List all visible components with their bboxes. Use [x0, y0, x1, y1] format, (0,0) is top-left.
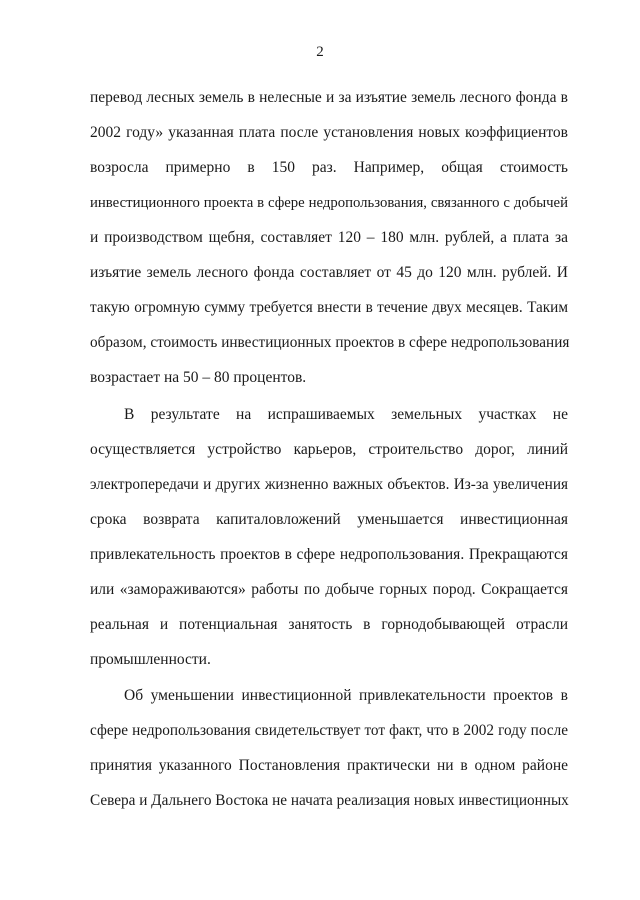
paragraph-2-line-6: или «замораживаются» работы по добыче горных пород. Сокращается [90, 581, 568, 598]
paragraph-1-line-3: возросла примерно в 150 раз. Например, общая стоимость [90, 159, 568, 176]
paragraph-1-line-9: возрастает на 50 – 80 процентов. [90, 369, 307, 386]
paragraph-2-line-7: реальная и потенциальная занятость в горнодобывающей отрасли [90, 616, 568, 633]
paragraph-3-line-3: принятия указанного Постановления практически ни в одном районе [90, 757, 568, 774]
paragraph-1-line-2: 2002 году» указанная плата после установления новых коэффициентов [90, 124, 568, 141]
paragraph-2-line-4: срока возврата капиталовложений уменьшается инвестиционная [90, 511, 568, 528]
paragraph-1-line-4: инвестиционного проекта в сфере недропользования, связанного с добычей [90, 195, 568, 211]
paragraph-1-line-7: такую огромную сумму требуется внести в течение двух месяцев. Таким [90, 299, 568, 316]
paragraph-1-line-6: изъятие земель лесного фонда составляет от 45 до 120 млн. рублей. И [90, 264, 568, 281]
paragraph-2-line-8: промышленности. [90, 651, 211, 668]
page-number: 2 [316, 44, 324, 60]
paragraph-2-line-3: электропередачи и других жизненно важных объектов. Из-за увеличения [90, 476, 568, 493]
paragraph-2-line-2: осуществляется устройство карьеров, строительство дорог, линий [90, 441, 568, 458]
paragraph-3-line-4: Севера и Дальнего Востока не начата реализация новых инвестиционных [90, 792, 569, 809]
paragraph-1-line-8: образом, стоимость инвестиционных проектов в сфере недропользования [90, 334, 570, 351]
paragraph-1-line-5: и производством щебня, составляет 120 – 180 млн. рублей, а плата за [90, 229, 568, 246]
paragraph-2-line-1: В результате на испрашиваемых земельных участках не [124, 406, 568, 423]
paragraph-3-line-1: Об уменьшении инвестиционной привлекательности проектов в [124, 687, 568, 704]
paragraph-3-line-2: сфере недропользования свидетельствует тот факт, что в 2002 году после [90, 722, 568, 739]
paragraph-1-line-1: перевод лесных земель в нелесные и за изъятие земель лесного фонда в [90, 89, 568, 106]
paragraph-2-line-5: привлекательность проектов в сфере недропользования. Прекращаются [90, 546, 568, 563]
